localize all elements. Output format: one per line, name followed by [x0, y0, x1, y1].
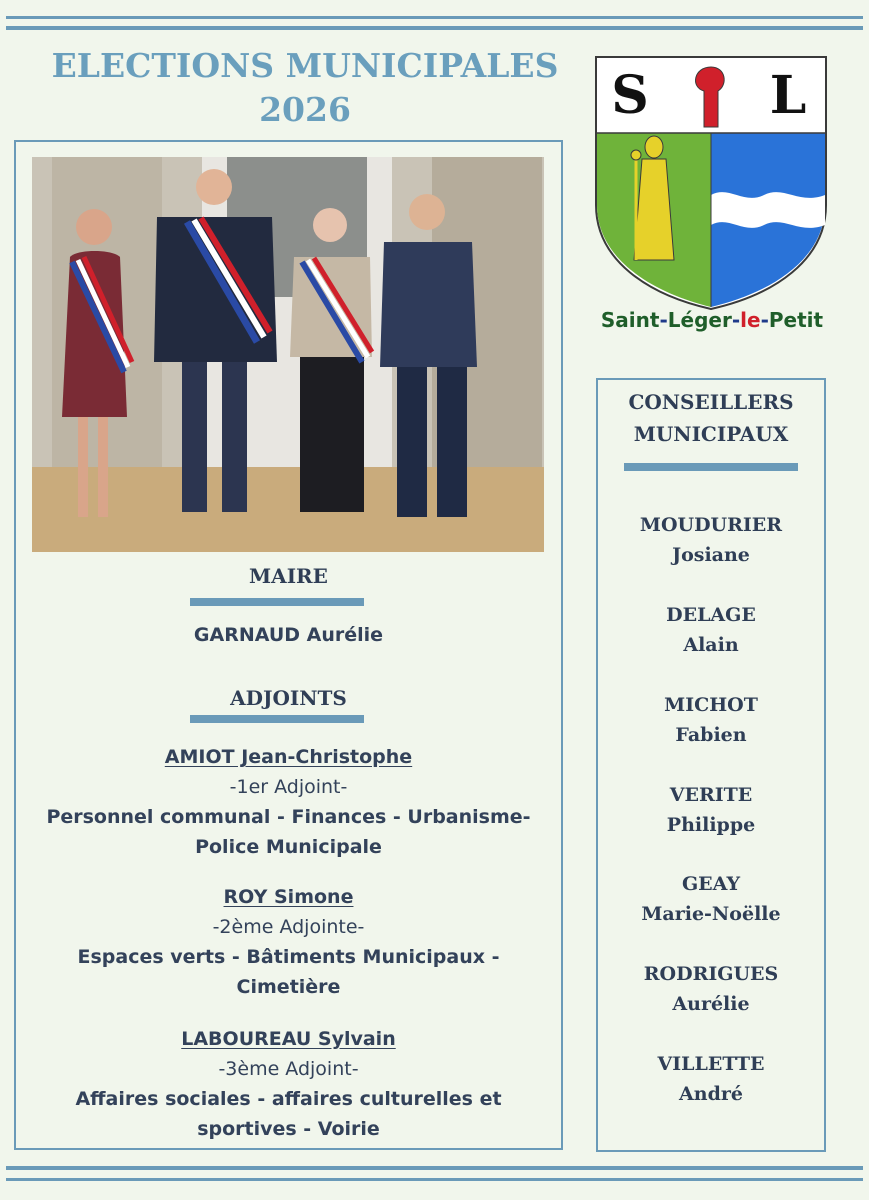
maire-name: GARNAUD Aurélie	[193, 624, 384, 646]
town-name: Saint-Léger-le-Petit	[600, 308, 824, 332]
maire-underline	[190, 598, 364, 606]
right-panel	[596, 378, 826, 1152]
conseiller-4: VERITE Philippe	[666, 784, 756, 836]
adjoint-3-role: -3ème Adjoint-	[218, 1058, 359, 1080]
adjoint-1-duties-1: Personnel communal - Finances - Urbanisme-	[46, 806, 531, 828]
adjoint-2-duties-1: Espaces verts - Bâtiments Municipaux -	[77, 946, 500, 968]
town-crest-logo	[594, 55, 828, 311]
adjoints-heading: ADJOINTS	[230, 686, 347, 710]
adjoint-2-duties-2: Cimetière	[236, 976, 341, 998]
conseiller-5: GEAY Marie-Noëlle	[641, 873, 781, 925]
conseiller-1: MOUDURIER Josiane	[639, 514, 783, 566]
adjoint-1-duties-2: Police Municipale	[195, 836, 382, 858]
adjoint-1-role: -1er Adjoint-	[229, 776, 348, 798]
top-rule-2	[6, 26, 863, 30]
maire-heading: MAIRE	[249, 564, 328, 588]
top-rule-1	[6, 16, 863, 19]
adjoint-3-name: LABOUREAU Sylvain	[181, 1028, 396, 1050]
conseiller-2: DELAGE Alain	[666, 604, 756, 656]
conseiller-3: MICHOT Fabien	[664, 694, 758, 746]
adjoint-3-duties-1: Affaires sociales - affaires culturelles et	[75, 1088, 502, 1110]
conseiller-6: RODRIGUES Aurélie	[643, 963, 779, 1015]
adjoints-underline	[190, 715, 364, 723]
adjoint-2-role: -2ème Adjointe-	[212, 916, 365, 938]
adjoint-3-duties-2: sportives - Voirie	[197, 1118, 380, 1140]
crest-letter-l: L	[769, 65, 807, 126]
title-line-2: 2026	[259, 90, 351, 129]
page-title	[20, 44, 590, 132]
title-line-1: ELECTIONS MUNICIPALES	[51, 46, 559, 85]
conseillers-heading-1: CONSEILLERS	[628, 390, 794, 414]
conseillers-underline	[624, 463, 798, 471]
adjoint-1-name: AMIOT Jean-Christophe	[164, 746, 413, 768]
group-photo	[32, 157, 544, 552]
conseiller-7: VILLETTE André	[657, 1053, 765, 1105]
bottom-rule-2	[6, 1178, 863, 1181]
adjoint-2-name: ROY Simone	[223, 886, 354, 908]
bottom-rule-1	[6, 1166, 863, 1170]
crest-letter-s: S	[611, 65, 649, 126]
conseillers-heading-2: MUNICIPAUX	[633, 422, 789, 446]
